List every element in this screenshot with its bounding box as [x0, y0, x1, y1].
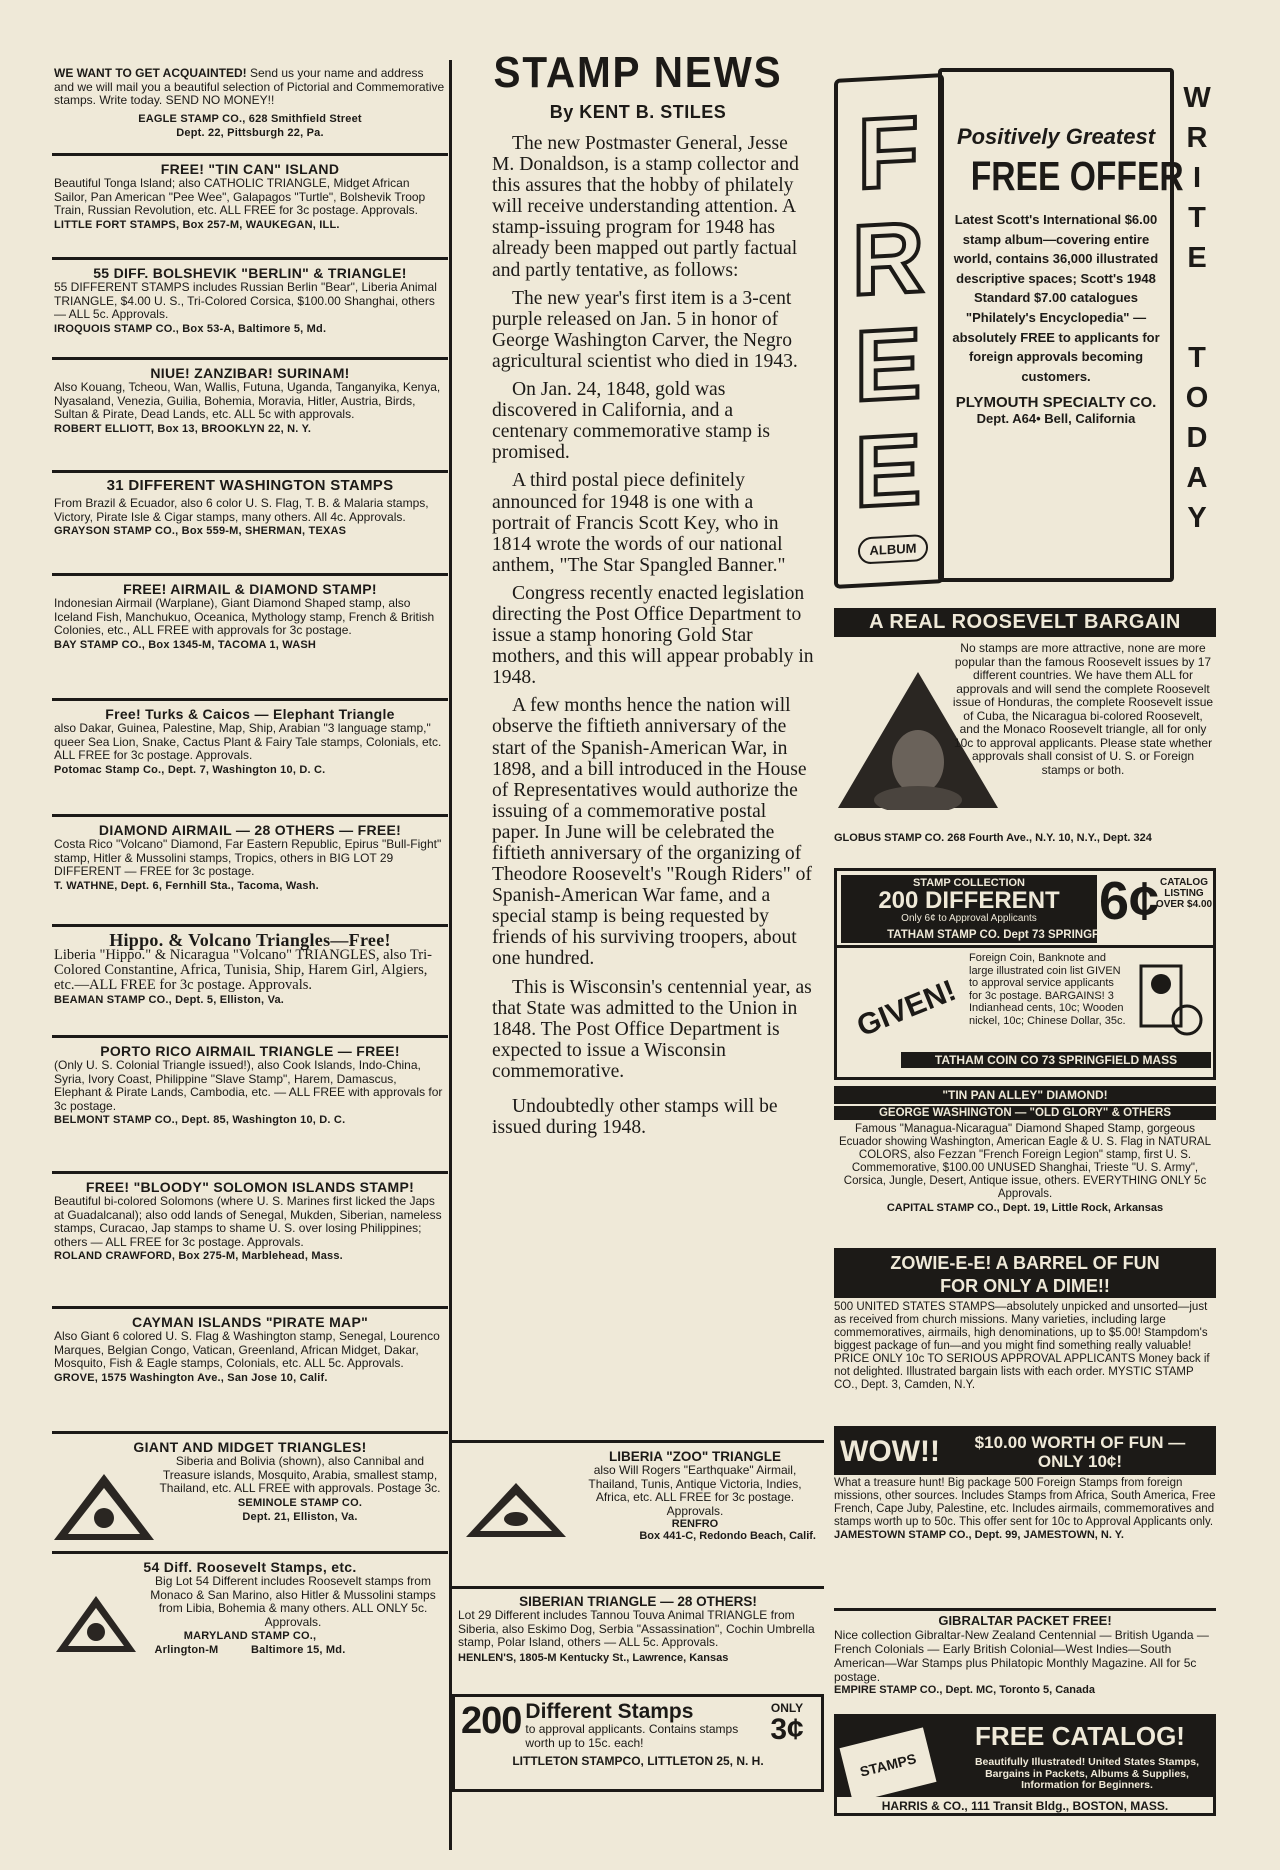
- ad-head: 55 DIFF. BOLSHEVIK "BERLIN" & TRIANGLE!: [93, 265, 407, 281]
- article-paragraph: Congress recently enacted legislation directing the Post Office Department to issue a stamp honoring Gold Star mothers, and this will appear probably in 1948.: [492, 582, 814, 689]
- ad-body: 500 UNITED STATES STAMPS—absolutely unpicked and unsorted—just as received from church missions. Many varieties, including large commemoratives, airmails, high denominations, up to $5.00! Stampdom's biggest package of fun—and you might find something really valuable! PRICE ONLY 10c TO SERIOUS APPROVAL APPLICANTS Money back if not delighted. Illustrated bargain lists with each order. MYSTIC STAMP CO., Dept. 3, Camden, N.Y.: [834, 1301, 1210, 1391]
- today-letter: A: [1186, 462, 1208, 494]
- ad-body: Nice collection Gibraltar-New Zealand Centennial — British Uganda — French Colonials — Early British Colonial—West Indies—South American—War Stamps plus Philatopic Monthly Magazine. All for 5c postage.: [834, 1628, 1209, 1684]
- coin-body: Foreign Coin, Banknote and large illustrated coin list GIVEN to approval service applicants for 3c postage. BARGAINS! 3 Indianhead cents, 10c; Wooden nickel, 10c; Chinese Dollar, 35c.: [969, 952, 1126, 1027]
- write-letter: I: [1192, 162, 1202, 194]
- ad-body: Siberia and Bolivia (shown), also Cannibal and Treasure islands, Mosquito, Arabia, smallest stamp, Thailand, etc. ALL FREE with approvals. Postage 3c.: [159, 1454, 441, 1496]
- ad-body: Also Kouang, Tcheou, Wan, Wallis, Futuna, Uganda, Tanganyika, Kenya, Nyasaland, Venezia, Guilia, Bohemia, Moravia, Hitler, Austria, Birds, Sultan & Pirate, Dead Lands, etc. ALL 5c with approvals.: [54, 380, 441, 422]
- given-label: GIVEN!: [852, 973, 961, 1044]
- tatham-company-line: [841, 929, 1211, 941]
- triangle-stamp-image: [54, 1472, 154, 1547]
- ad-footer: BELMONT STAMP CO., Dept. 85, Washington 10, D. C.: [54, 1114, 346, 1127]
- free-offer-dept: Dept. A64• Bell, California: [976, 411, 1136, 427]
- ad-hippo-volcano: [52, 927, 448, 1038]
- write-letter: R: [1186, 122, 1208, 154]
- ad-footer: HENLEN'S, 1805-M Kentucky St., Lawrence, Kansas: [458, 1651, 729, 1664]
- ad-footer: EAGLE STAMP CO., 628 Smithfield Street: [138, 112, 362, 125]
- ad-head: NIUE! ZANZIBAR! SURINAM!: [150, 365, 350, 381]
- ad-head: Free! Turks & Caicos — Elephant Triangle: [105, 706, 395, 722]
- write-letter: T: [1188, 202, 1206, 234]
- ad-footer: LITTLETON STAMPCO, LITTLETON 25, N. H.: [512, 1754, 764, 1768]
- ad-footer-2: Dept. 22, Pittsburgh 22, Pa.: [176, 126, 324, 139]
- ad-head: FREE! "TIN CAN" ISLAND: [160, 161, 340, 177]
- ad-washington: [52, 473, 448, 576]
- article-title: STAMP NEWS: [493, 48, 783, 97]
- ad-footer: Potomac Stamp Co., Dept. 7, Washington 10, D. C.: [54, 763, 326, 776]
- today-letter: O: [1185, 382, 1209, 414]
- ad-head: WE WANT TO GET ACQUAINTED!: [54, 66, 247, 80]
- monaco-stamp-icon: [56, 1594, 136, 1654]
- ad-eagle: [52, 62, 448, 156]
- ad-head: Hippo. & Volcano Triangles—Free!: [109, 930, 391, 950]
- ad-body: Liberia "Hippo." & Nicaragua "Volcano" TRIANGLES, also Tri-Colored Constantine, Africa, Tunisia, Ship, Harem Girl, Algiers, etc.—ALL FREE for 3c postage. Approvals.: [54, 947, 432, 993]
- write-today-vertical: [1180, 78, 1214, 538]
- tatham-big: 200 DIFFERENT: [878, 887, 1060, 914]
- ad-footer: LITTLE FORT STAMPS, Box 257-M, WAUKEGAN, ILL.: [54, 218, 340, 231]
- today-letter: Y: [1187, 502, 1207, 534]
- ad-head: WOW!!: [840, 1435, 940, 1468]
- write-letter: E: [1187, 242, 1207, 274]
- ad-footer: EMPIRE STAMP CO., Dept. MC, Toronto 5, Canada: [834, 1684, 1095, 1696]
- article-paragraph: Undoubtedly other stamps will be issued during 1948.: [492, 1096, 778, 1139]
- ad-porto-rico: [52, 1038, 448, 1174]
- ad-diamond-airmail: [52, 817, 448, 927]
- ad-footer: T. WATHNE, Dept. 6, Fernhill Sta., Tacoma, Wash.: [54, 879, 319, 892]
- ad-littleton: [452, 1694, 824, 1792]
- ad-footer-2: Arlington-M Baltimore 15, Md.: [154, 1644, 346, 1657]
- ad-body: (Only U. S. Colonial Triangle issued!), also Cook Islands, Indo-China, Syria, Ivory Coast, Philippine "Slave Stamp", Harem, Damascus, Elephant & Pirate Lands, Cambodia, etc. — ALL FREE with approvals for 3c postage.: [54, 1058, 443, 1113]
- ad-bolshevik: [52, 260, 448, 360]
- ad-name: RENFRO: [671, 1518, 719, 1530]
- free-offer-body: Latest Scott's International $6.00 stamp album—covering entire world, contains 36,000 illustrated descriptive spaces; Scott's 1948 Standard $7.00 catalogues "Philately's Encyclopedia" —absolutely FREE to applicants for foreign approvals becoming customers.: [952, 212, 1160, 384]
- free-album-cover: [834, 73, 944, 589]
- coin-images: [1135, 962, 1205, 1047]
- article-paragraph: On Jan. 24, 1848, gold was discovered in California, and a centenary commemorative stamp is promised.: [492, 379, 771, 464]
- article-paragraph: A third postal piece definitely announced for 1948 is one with a portrait of Francis Scott Key, who in 1814 wrote the words of our national anthem, "The Star Spangled Banner.": [492, 470, 786, 576]
- ad-body: Big Lot 54 Different includes Roosevelt stamps from Monaco & San Marino, also Hitler & Mussolini stamps from Libia, Bohemia & many others. ALL ONLY 5c. Approvals.: [150, 1574, 436, 1629]
- ad-body: What a treasure hunt! Big package 500 Foreign Stamps from foreign missions, other sources. Includes Stamps from Africa, South America, Free French, Cape Juby, Palestine, etc. Includes airmails, commemoratives and stamps worth up to 50c. This offer sent for 10c to Approval Applicants only.: [834, 1477, 1216, 1528]
- liberia-triangle-icon: [466, 1481, 566, 1539]
- tatham-price: 6¢: [1099, 871, 1160, 931]
- album-label: ALBUM: [858, 534, 928, 565]
- ad-footer: MARYLAND STAMP CO.,: [183, 1630, 317, 1643]
- ad-niue: [52, 360, 448, 473]
- ad-head-2: $10.00 WORTH OF FUN — ONLY 10¢!: [974, 1433, 1186, 1471]
- ad-head: SIBERIAN TRIANGLE — 28 OTHERS!: [519, 1594, 757, 1609]
- ad-footer: GLOBUS STAMP CO. 268 Fourth Ave., N.Y. 10, N.Y., Dept. 324: [834, 832, 1152, 844]
- ad-head: GIANT AND MIDGET TRIANGLES!: [133, 1439, 367, 1455]
- coin-footer: TATHAM COIN CO 73 SPRINGFIELD MASS: [901, 1052, 1211, 1068]
- ad-zowie: [834, 1248, 1216, 1424]
- ad-footer: ROBERT ELLIOTT, Box 13, BROOKLYN 22, N. Y.: [54, 422, 312, 435]
- article-paragraph: This is Wisconsin's centennial year, as that State was admitted to the Union in 1848. The Post Office Department is expected to issue a Wisconsin commemorative.: [492, 976, 812, 1082]
- ad-address: Box 441-C, Redondo Beach, Calif.: [639, 1530, 816, 1542]
- ad-head: PORTO RICO AIRMAIL TRIANGLE — FREE!: [100, 1043, 400, 1059]
- ad-head: FREE! "BLOODY" SOLOMON ISLANDS STAMP!: [85, 1179, 415, 1195]
- ad-body: Indonesian Airmail (Warplane), Giant Diamond Shaped stamp, also Iceland Fish, Manchukuo, Oceanica, Mythology stamp, French & British Colonies, etc., ALL FREE with approvals for 3c postage.: [54, 596, 435, 638]
- ad-liberia-zoo: [452, 1440, 824, 1586]
- ad-only: ONLY: [770, 1701, 804, 1715]
- ad-body: Famous "Managua-Nicaragua" Diamond Shaped Stamp, gorgeous Ecuador showing Washington, American Eagle & U. S. Flag in NATURAL COLORS, also Fezzan "French Foreign Legion" stamp, first U. S. Commemorative, $100.00 UNUSED Shanghai, Trieste "U. S. Army", Corsica, Jungle, Desert, Antique issue, others. EVERYTHING ONLY 5c Approvals.: [838, 1123, 1211, 1201]
- article-paragraph: A few months hence the nation will observe the fiftieth anniversary of the start of the Spanish-American War, in 1898, and a bill introduced in the House of Representatives would authorize the issuing of a commemorative postal paper. In June will be celebrated the fiftieth anniversary of the organizing of Theodore Roosevelt's "Rough Riders" of Spanish-American War fame, and a special stamp is being requested by friends of his surviving troopers, about one hundred.: [492, 695, 812, 970]
- ad-turks-caicos: [52, 701, 448, 817]
- ad-gibraltar: [834, 1608, 1216, 1708]
- article-column: [452, 48, 824, 1768]
- tatham-top: STAMP COLLECTION: [912, 877, 1026, 889]
- tatham-company: TATHAM STAMP CO.: [887, 929, 1000, 941]
- article-body: [452, 133, 824, 1138]
- ad-tatham-coins: [834, 948, 1216, 1080]
- free-letter: R: [851, 201, 925, 317]
- ad-tin-can: [52, 156, 448, 260]
- ad-head: CAYMAN ISLANDS "PIRATE MAP": [131, 1314, 369, 1330]
- ad-head-2: GEORGE WASHINGTON — "OLD GLORY" & OTHERS: [834, 1106, 1216, 1120]
- ad-head: GIBRALTAR PACKET FREE!: [938, 1613, 1112, 1628]
- catalog-stamps-image: STAMPS: [840, 1727, 937, 1802]
- ad-head-2: FOR ONLY A DIME!!: [834, 1275, 1216, 1298]
- ad-footer: SEMINOLE STAMP CO.: [237, 1496, 363, 1509]
- ad-body: Lot 29 Different includes Tannou Touva Animal TRIANGLE from Siberia, also Eskimo Dog, Serbia "Assassination", Cochin Umbrella stamp, Polar Island, others — ALL 5c. Approvals.: [458, 1608, 815, 1649]
- ad-footer: JAMESTOWN STAMP CO., Dept. 99, JAMESTOWN, N. Y.: [834, 1529, 1124, 1541]
- ad-footer: GRAYSON STAMP CO., Box 559-M, SHERMAN, TEXAS: [54, 525, 347, 538]
- ad-head: FREE CATALOG!: [975, 1721, 1185, 1751]
- free-letters: [848, 95, 928, 529]
- ad-airmail-diamond: [52, 576, 448, 701]
- ad-roosevelt-54: [52, 1554, 448, 1687]
- free-letter: F: [857, 95, 919, 211]
- ad-cayman: [52, 1309, 448, 1434]
- today-letter: D: [1186, 422, 1208, 454]
- ad-body: Beautiful bi-colored Solomons (where U. S. Marines first licked the Japs at Guadalcanal); also odd lands of Senegal, Mukden, Siberian, nameless stamps, Curacao, Jap stamps to shame U. S. over losing Philippines; others — ALL FREE for 3c postage. Approvals.: [54, 1194, 442, 1249]
- ad-footer: IROQUOIS STAMP CO., Box 53-A, Baltimore 5, Md.: [54, 322, 327, 335]
- ad-body: Beautifully Illustrated! United States Stamps, Bargains in Packets, Albums & Supplies, Information for Beginners.: [974, 1756, 1200, 1791]
- ad-capital: [834, 1086, 1216, 1246]
- today-letter: T: [1188, 342, 1206, 374]
- ad-price: 3¢: [770, 1713, 804, 1746]
- free-offer-company: PLYMOUTH SPECIALTY CO.: [955, 394, 1157, 412]
- ad-head: FREE! AIRMAIL & DIAMOND STAMP!: [123, 581, 377, 597]
- ad-body: Also Giant 6 colored U. S. Flag & Washington stamp, Senegal, Lourenco Marques, Belgian Congo, Vatican, Greenland, African Midget, Dakar, Mosquito, Fish & Eagle stamps, Colonials, etc. ALL 5c. Approvals.: [54, 1329, 440, 1371]
- ad-footer-2: Dept. 21, Elliston, Va.: [242, 1510, 358, 1523]
- article-paragraph: The new year's first item is a 3-cent purple released on Jan. 5 in honor of George Washington Carver, the Negro agricultural scientist who died in 1943.: [492, 287, 798, 372]
- free-offer-tagline: Positively Greatest: [956, 124, 1156, 149]
- ad-head: 54 Diff. Roosevelt Stamps, etc.: [143, 1559, 357, 1575]
- right-ad-column: [834, 68, 1216, 1848]
- left-ad-column: [52, 62, 448, 1687]
- ad-body: also Dakar, Guinea, Palestine, Map, Ship, Arabian "3 language stamp," queer Sea Lion, Snake, Cactus Plant & Fairy Tale stamps, Colonials, etc. ALL FREE for 3c postage. Approvals.: [54, 721, 442, 763]
- article-paragraph: The new Postmaster General, Jesse M. Donaldson, is a stamp collector and this assures that the hobby of philately will receive understanding attention. A stamp-issuing program for 1948 has already been mapped out partly factual and partly tentative, as follows:: [492, 133, 799, 281]
- write-letter: W: [1183, 82, 1211, 114]
- coin-icon: [1135, 962, 1205, 1042]
- ad-head: DIAMOND AIRMAIL — 28 OTHERS — FREE!: [98, 822, 402, 838]
- ad-footer: BEAMAN STAMP CO., Dept. 5, Elliston, Va.: [54, 994, 285, 1006]
- wow-banner: [834, 1429, 1216, 1475]
- ad-body: No stamps are more attractive, none are more popular than the famous Roosevelt issues by 17 different countries. We have them ALL for approvals and will send the complete Roosevelt issue of Honduras, the complete Roosevelt issue of Cuba, the Nicaragua bi-colored Roosevelt, and the Monaco Roosevelt triangle, all for only 10c to approval applicants. Please state whether approvals shall consist of U. S. or Foreign stamps or both.: [952, 641, 1214, 777]
- ad-body: to approval applicants. Contains stamps worth up to 15c. each!: [525, 1722, 739, 1750]
- ad-footer: ROLAND CRAWFORD, Box 275-M, Marblehead, Mass.: [54, 1250, 343, 1263]
- ad-solomon: [52, 1174, 448, 1309]
- ad-head: A REAL ROOSEVELT BARGAIN: [834, 608, 1216, 637]
- free-offer-panel: [938, 68, 1184, 582]
- ad-big-number: 200: [461, 1700, 522, 1742]
- ad-head: "TIN PAN ALLEY" DIAMOND!: [834, 1086, 1216, 1104]
- ad-head: Different Stamps: [525, 1700, 694, 1723]
- tatham-dept: Dept 73: [1003, 929, 1045, 941]
- ad-body: also Will Rogers "Earthquake" Airmail, Thailand, Tunis, Antique Victoria, Indies, Africa, etc. ALL FREE for 3c postage. Approvals.: [588, 1463, 802, 1518]
- tatham-city: SPRINGFIELD, MASS: [1047, 929, 1165, 941]
- ad-footer: BAY STAMP CO., Box 1345-M, TACOMA 1, WASH: [54, 638, 317, 651]
- tatham-catalog: CATALOG LISTING OVER $4.00: [1155, 877, 1213, 910]
- ad-tatham-stamps: [834, 868, 1216, 948]
- ad-footer: CAPITAL STAMP CO., Dept. 19, Little Rock, Arkansas: [886, 1201, 1164, 1214]
- ad-wow: [834, 1426, 1216, 1606]
- ad-siberian: [452, 1586, 824, 1682]
- ad-head: ZOWIE-E-E! A BARREL OF FUN: [834, 1251, 1216, 1275]
- ad-head: 31 DIFFERENT WASHINGTON STAMPS: [106, 477, 394, 494]
- tatham-sub: Only 6¢ to Approval Applicants: [901, 913, 1037, 924]
- ad-roosevelt-bargain: [834, 608, 1216, 858]
- ad-footer: GROVE, 1575 Washington Ave., San Jose 10, Calif.: [54, 1371, 328, 1384]
- free-offer-title: FREE OFFER: [970, 153, 1184, 199]
- ad-giant-midget: [52, 1434, 448, 1554]
- ad-body: From Brazil & Ecuador, also 6 color U. S. Flag, T. B. & Malaria stamps, Victory, Pirate Isle & Cigar stamps, many others. All 4c. Approvals.: [54, 496, 429, 524]
- triangle-stamp-icon: [54, 1472, 154, 1542]
- article-byline: By KENT B. STILES: [549, 102, 727, 122]
- ad-body: Beautiful Tonga Island; also CATHOLIC TRIANGLE, Midget African Sailor, Pan American "Pee Wee", Galapagos "Turtle", Bolshevik Troop Train, Russian Revolution, etc. ALL FREE for 3c postage. Approvals.: [54, 176, 426, 218]
- free-letter: E: [854, 413, 922, 529]
- liberia-stamp-image: [466, 1481, 566, 1544]
- monaco-stamp-image: [56, 1594, 136, 1659]
- ad-free-catalog: [834, 1714, 1216, 1816]
- ad-body: Send us your name and address and we will mail you a beautiful selection of Pictorial and Commemorative stamps. Write today. SEND NO MONEY!!: [54, 66, 445, 108]
- free-letter: E: [854, 307, 922, 423]
- ad-body: Costa Rico "Volcano" Diamond, Far Eastern Republic, Epirus "Bull-Fight" stamp, Hitler & Mussolini stamps, Tropics, others in BIG LOT 29 DIFFERENT — FREE for 3c postage.: [54, 837, 442, 879]
- ad-footer: HARRIS & CO., 111 Transit Bldg., BOSTON, MASS.: [837, 1797, 1213, 1815]
- ad-body: 55 DIFFERENT STAMPS includes Russian Berlin "Bear", Liberia Animal TRIANGLE, $4.00 U. S., Tri-Colored Corsica, $100.00 Shanghai, others — ALL 5c. Approvals.: [54, 280, 437, 322]
- ad-head: LIBERIA "ZOO" TRIANGLE: [608, 1449, 782, 1464]
